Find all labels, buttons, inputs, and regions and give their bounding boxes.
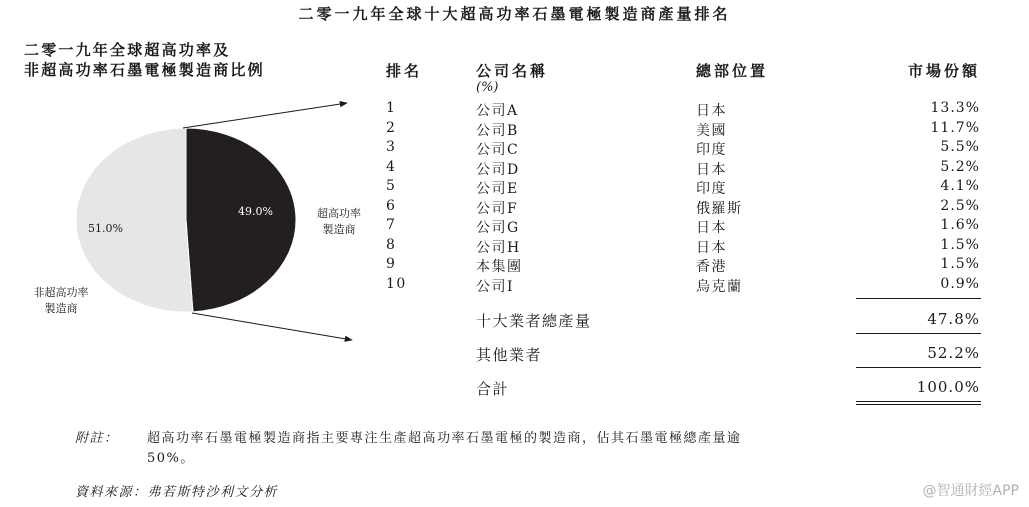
table-cell-share: 2.5% <box>940 197 980 214</box>
summary-label: 其他業者 <box>476 346 543 364</box>
lower-arrow <box>192 313 352 340</box>
table-cell-hq: 日本 <box>696 220 727 236</box>
table-cell-company: 公司G <box>476 220 520 236</box>
table-cell-hq: 香港 <box>696 259 727 275</box>
table-cell-company: 公司D <box>476 161 520 178</box>
table-cell-hq: 日本 <box>696 161 727 178</box>
table-cell-company: 公司C <box>476 142 520 158</box>
uhp-label-line-1: 超高功率 <box>317 207 361 220</box>
table-cell-share: 4.1% <box>940 178 980 194</box>
table-cell-hq: 日本 <box>696 239 727 256</box>
table-cell-company: 公司I <box>476 278 515 295</box>
table-cell-share: 5.2% <box>940 158 980 175</box>
summary-label: 合計 <box>476 380 510 398</box>
table-cell-hq: 俄羅斯 <box>696 200 743 217</box>
rule-1 <box>856 333 981 334</box>
rule-top <box>856 298 981 299</box>
watermark: @智通財經APP <box>922 483 1019 499</box>
table-cell-company: 公司B <box>476 122 519 139</box>
page-title: 二零一九年全球十大超高功率石墨電極製造商產量排名 <box>298 5 731 23</box>
unit-label: (%) <box>476 80 499 95</box>
note-text-line-2: 50%。 <box>147 451 195 466</box>
chart-title-line-1: 二零一九年全球超高功率及 <box>24 41 231 59</box>
summary-value: 100.0% <box>916 378 980 396</box>
table-cell-rank: 10 <box>386 275 407 292</box>
table-cell-hq: 印度 <box>696 181 727 197</box>
table-cell-rank: 1 <box>386 100 397 116</box>
note-label: 附註： <box>75 431 119 446</box>
rule-2 <box>856 367 981 368</box>
table-cell-share: 0.9% <box>940 275 980 292</box>
table-cell-company: 公司H <box>476 239 521 256</box>
table-cell-rank: 9 <box>386 256 397 272</box>
table-cell-share: 1.6% <box>940 217 980 233</box>
table-cell-rank: 3 <box>386 139 397 155</box>
table-cell-rank: 4 <box>386 158 397 175</box>
table-cell-company: 公司E <box>476 181 519 197</box>
header-rank: 排名 <box>386 62 423 80</box>
table-cell-hq: 日本 <box>696 103 727 119</box>
note-text-line-1: 超高功率石墨電極製造商指主要專注生產超高功率石墨電極的製造商，佔其石墨電極總產量逾 <box>147 431 742 446</box>
table-cell-rank: 2 <box>386 119 397 136</box>
upper-arrow <box>183 103 347 128</box>
table-cell-hq: 印度 <box>696 142 727 158</box>
table-cell-company: 公司A <box>476 103 519 119</box>
summary-value: 52.2% <box>927 344 980 362</box>
table-cell-share: 11.7% <box>930 119 980 136</box>
table-cell-company: 公司F <box>476 200 519 217</box>
table-cell-rank: 5 <box>386 178 397 194</box>
rule-double <box>856 404 981 405</box>
pie-chart <box>0 0 380 360</box>
table-cell-rank: 7 <box>386 217 397 233</box>
header-company: 公司名稱 <box>476 62 549 80</box>
slice-value-label-light: 51.0% <box>88 222 123 235</box>
table-cell-hq: 美國 <box>696 122 727 139</box>
pie-slice-non-uhp <box>76 128 193 312</box>
summary-value: 47.8% <box>927 310 980 328</box>
rule-3 <box>856 401 981 402</box>
table-cell-rank: 6 <box>386 197 397 214</box>
non-uhp-label-line-1: 非超高功率 <box>33 286 89 299</box>
table-cell-share: 1.5% <box>940 256 980 272</box>
pie-slice-uhp <box>186 128 296 312</box>
table-cell-share: 1.5% <box>940 236 980 253</box>
non-uhp-label-line-2: 製造商 <box>44 302 78 315</box>
header-hq: 總部位置 <box>696 62 769 80</box>
table-cell-hq: 烏克蘭 <box>696 278 743 295</box>
slice-value-label-dark: 49.0% <box>238 205 273 218</box>
table-cell-share: 13.3% <box>930 100 980 116</box>
table-cell-rank: 8 <box>386 236 397 253</box>
table-cell-share: 5.5% <box>940 139 980 155</box>
chart-title-line-2: 非超高功率石墨電極製造商比例 <box>24 61 265 79</box>
source-note: 資料來源：弗若斯特沙利文分析 <box>75 485 279 500</box>
uhp-label-line-2: 製造商 <box>322 223 356 236</box>
table-cell-company: 本集團 <box>476 259 523 275</box>
header-share: 市場份額 <box>907 62 980 80</box>
summary-label: 十大業者總產量 <box>476 312 592 330</box>
